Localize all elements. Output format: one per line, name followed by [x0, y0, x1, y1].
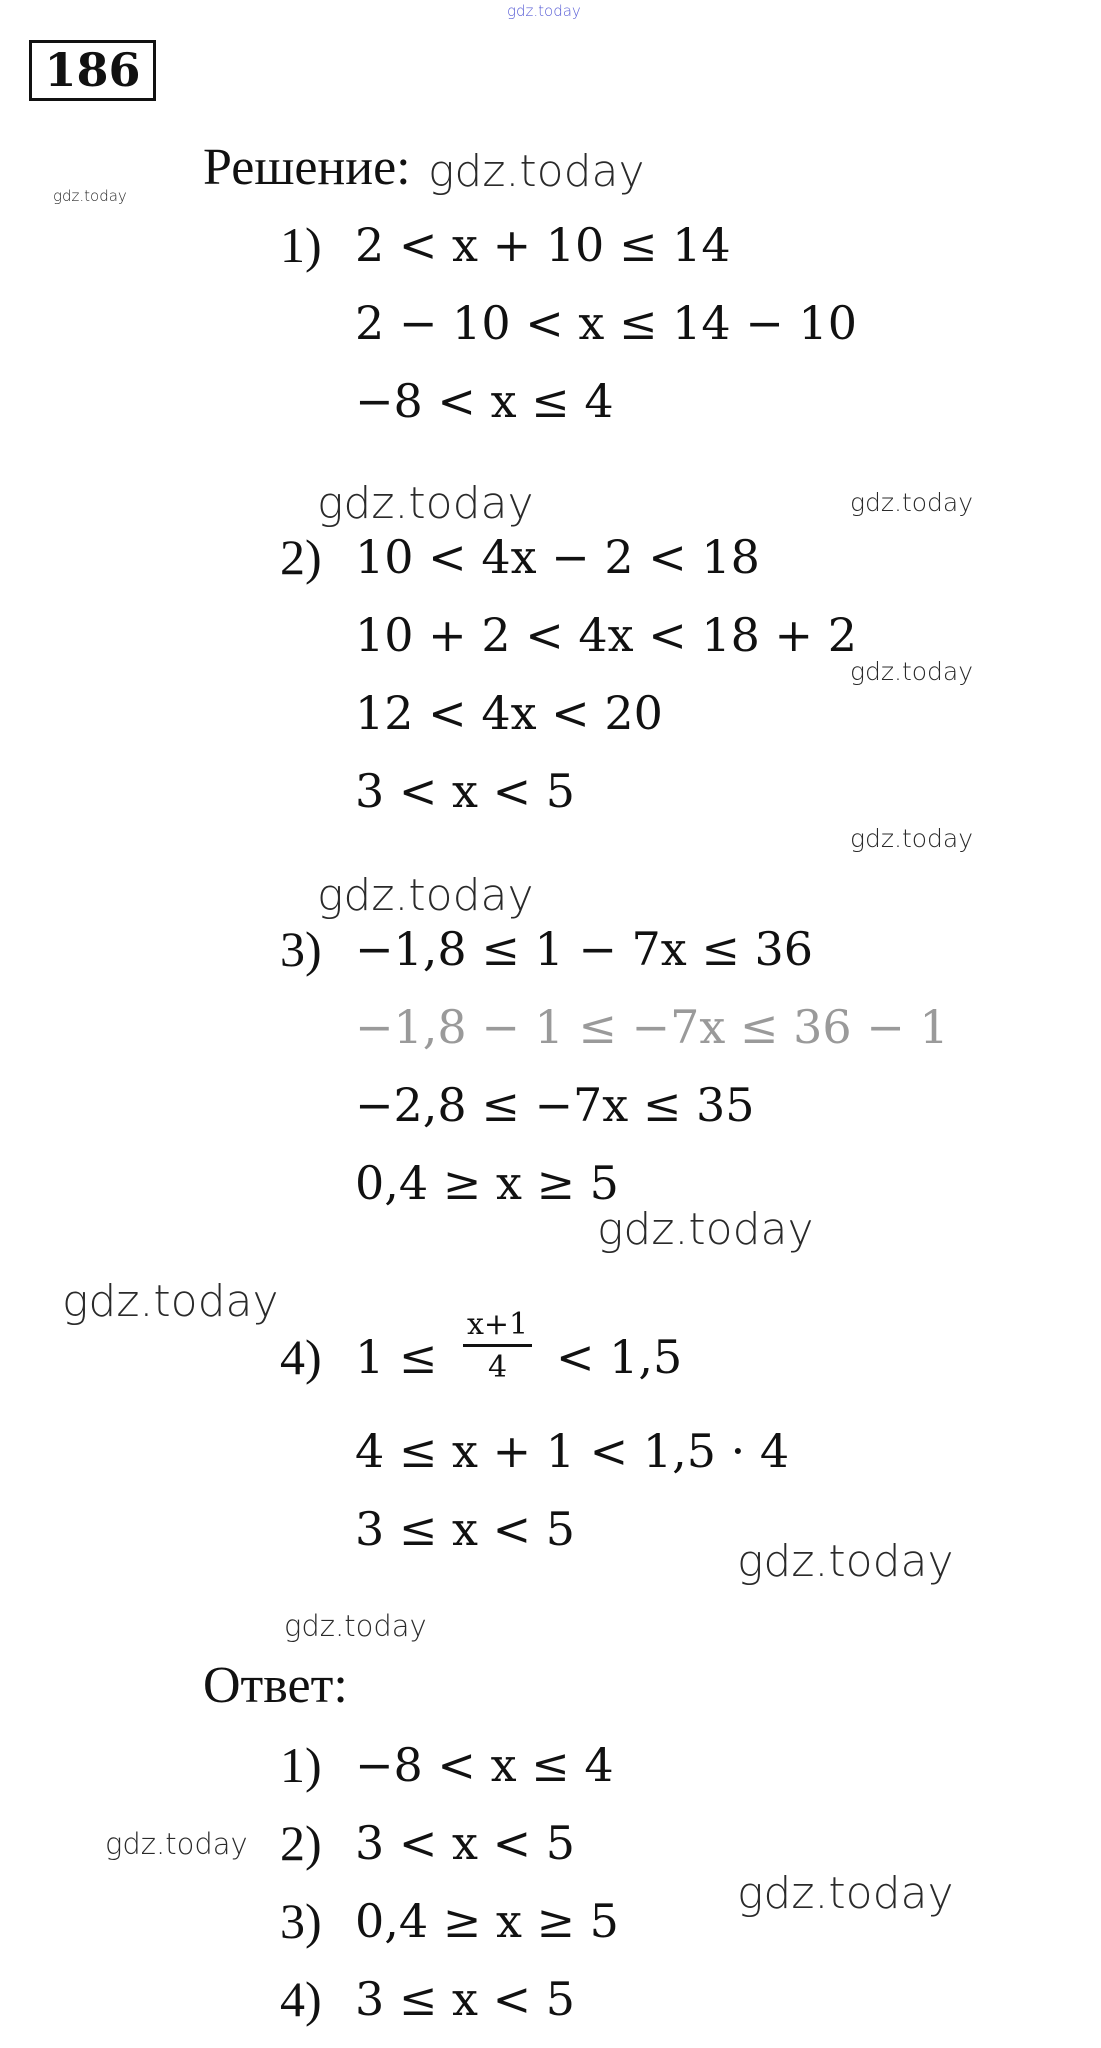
part-1-label: 1)	[280, 217, 322, 273]
watermark: gdz.today	[597, 1204, 814, 1255]
watermark: gdz.today	[317, 870, 534, 921]
part-2-line-3: 12 < 4x < 20	[355, 686, 663, 740]
answer-4-label: 4)	[280, 1971, 322, 2027]
answer-4-text: 3 ≤ x < 5	[355, 1972, 576, 2026]
part-1-line-2: 2 − 10 < x ≤ 14 − 10	[355, 296, 857, 350]
watermark: gdz.today	[850, 657, 974, 686]
part-1-line-1: 2 < x + 10 ≤ 14	[355, 218, 731, 272]
part-4-fraction	[463, 1307, 532, 1385]
answer-1-label: 1)	[280, 1737, 322, 1793]
answer-1-text: −8 < x ≤ 4	[355, 1738, 614, 1792]
fraction-numerator: x+1	[463, 1310, 532, 1347]
watermark: gdz.today	[850, 824, 974, 853]
part-4-first-right: < 1,5	[556, 1330, 683, 1384]
part-3-line-2: −1,8 − 1 ≤ −7x ≤ 36 − 1	[355, 1000, 949, 1054]
answer-3-label: 3)	[280, 1893, 322, 1949]
answer-3-text: 0,4 ≥ x ≥ 5	[355, 1894, 619, 1948]
part-3-label: 3)	[280, 921, 322, 977]
solution-heading: Решение:	[203, 139, 411, 196]
answer-2-label: 2)	[280, 1815, 322, 1871]
part-4-label: 4)	[280, 1329, 322, 1385]
watermark-top: gdz.today	[507, 2, 581, 20]
watermark: gdz.today	[737, 1536, 954, 1587]
part-1-line-3: −8 < x ≤ 4	[355, 374, 614, 428]
part-4-line-3: 3 ≤ x < 5	[355, 1502, 576, 1556]
part-2-label: 2)	[280, 529, 322, 585]
part-2-line-1: 10 < 4x − 2 < 18	[355, 530, 760, 584]
answer-heading: Ответ:	[203, 1657, 348, 1714]
watermark: gdz.today	[53, 187, 127, 205]
part-4-first-left: 1 ≤	[355, 1330, 438, 1384]
watermark: gdz.today	[737, 1868, 954, 1919]
watermark: gdz.today	[428, 146, 645, 197]
watermark: gdz.today	[850, 488, 974, 517]
part-3-line-3: −2,8 ≤ −7x ≤ 35	[355, 1078, 755, 1132]
answer-2-text: 3 < x < 5	[355, 1816, 576, 1870]
watermark: gdz.today	[62, 1276, 279, 1327]
watermark: gdz.today	[105, 1827, 248, 1861]
part-2-line-2: 10 + 2 < 4x < 18 + 2	[355, 608, 857, 662]
problem-number-box: 186	[29, 40, 156, 101]
fraction-denominator: 4	[488, 1350, 508, 1385]
part-3-line-1: −1,8 ≤ 1 − 7x ≤ 36	[355, 922, 814, 976]
part-2-line-4: 3 < x < 5	[355, 764, 576, 818]
watermark: gdz.today	[317, 478, 534, 529]
watermark: gdz.today	[284, 1609, 427, 1643]
part-4-line-2: 4 ≤ x + 1 < 1,5 · 4	[355, 1424, 790, 1478]
part-3-line-4: 0,4 ≥ x ≥ 5	[355, 1156, 619, 1210]
